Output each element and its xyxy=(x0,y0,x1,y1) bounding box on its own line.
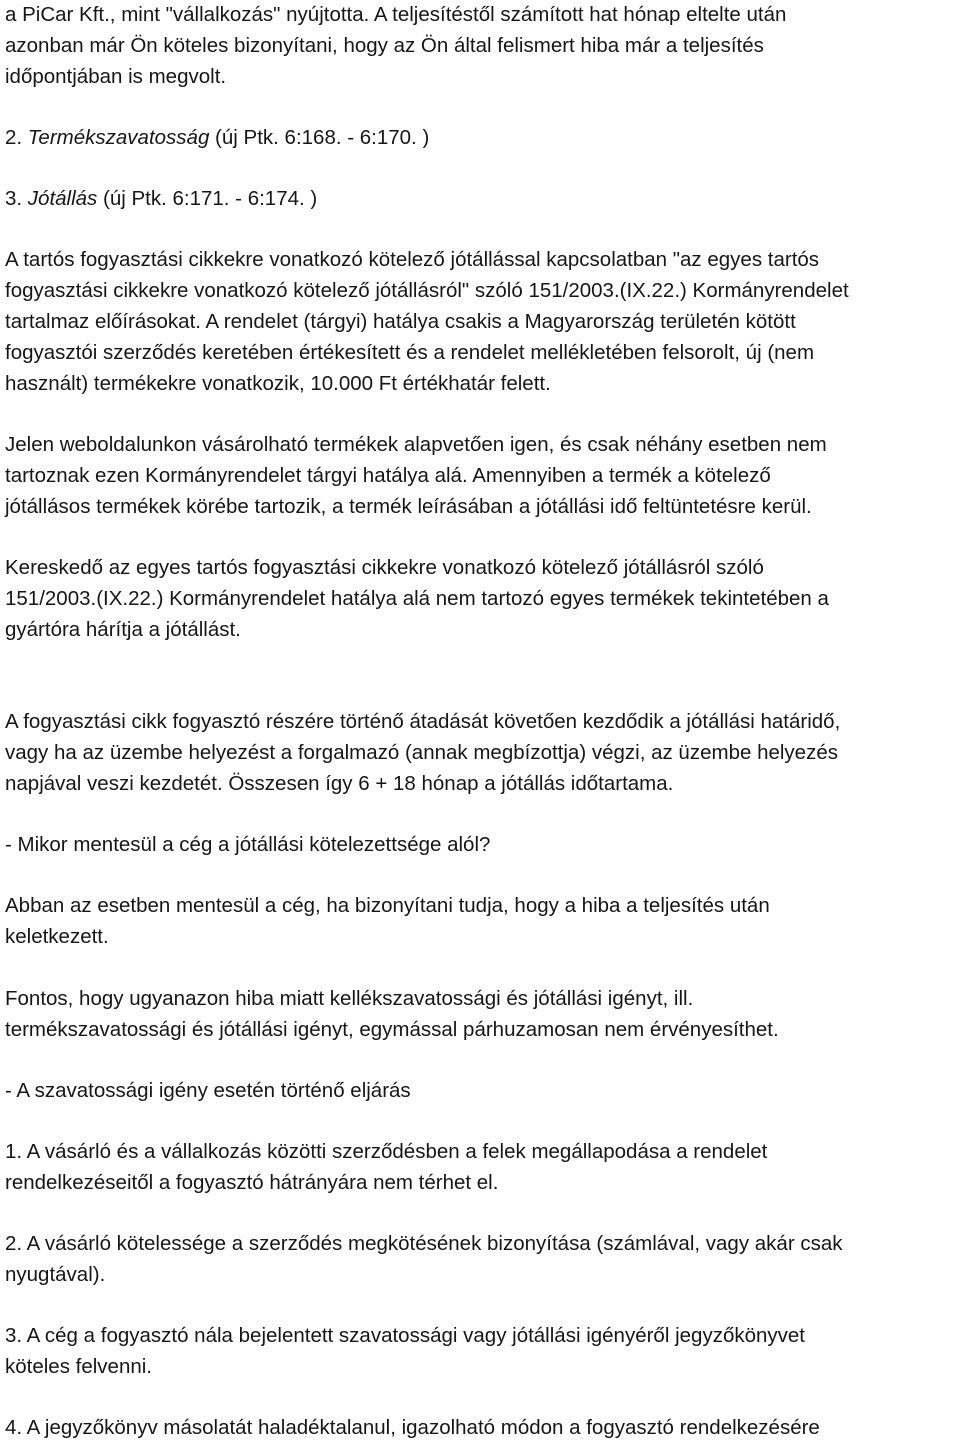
text-line: Jelen weboldalunkon vásárolható termékek alapvetően igen, és csak néhány esetben nem xyxy=(5,433,827,456)
heading-line xyxy=(5,183,955,214)
text-line: termékszavatossági és jótállási igényt, egymással párhuzamosan nem érvényesíthet. xyxy=(5,1018,779,1041)
section-heading-jotallas xyxy=(5,183,955,214)
text-line: időpontjában is megvolt. xyxy=(5,65,227,88)
heading-line xyxy=(5,122,955,153)
text-line: rendelkezéseitől a fogyasztó hátrányára nem térhet el. xyxy=(5,1171,499,1194)
paragraph-hatarido xyxy=(5,706,955,799)
heading-number: 2. xyxy=(5,126,28,149)
text-line: tartoznak ezen Kormányrendelet tárgyi hatálya alá. Amennyiben a termék a kötelező xyxy=(5,464,771,487)
paragraph-fontos xyxy=(5,983,955,1045)
intro-paragraph xyxy=(5,0,955,92)
heading-reference: (új Ptk. 6:171. - 6:174. ) xyxy=(97,187,318,210)
text-line: nyugtával). xyxy=(5,1263,106,1286)
text-line: - A szavatossági igény esetén történő eljárás xyxy=(5,1079,411,1102)
text-line: használt) termékekre vonatkozik, 10.000 Ft értékhatár felett. xyxy=(5,372,551,395)
text-line: Abban az esetben mentesül a cég, ha bizonyítani tudja, hogy a hiba a teljesítés után xyxy=(5,894,770,917)
section-heading-termekszavatossag xyxy=(5,122,955,153)
list-item-4 xyxy=(5,1412,955,1443)
text-line: fogyasztási cikkekre vonatkozó kötelező jótállásról" szóló 151/2003.(IX.22.) Kormányrendelet xyxy=(5,279,849,302)
list-item-1 xyxy=(5,1136,955,1198)
text-line: napjával veszi kezdetét. Összesen így 6 + 18 hónap a jótállás időtartama. xyxy=(5,772,674,795)
text-line: a PiCar Kft., mint "vállalkozás" nyújtotta. A teljesítéstől számított hat hónap eltelte után xyxy=(5,3,787,26)
paragraph-eljaras-heading xyxy=(5,1075,955,1106)
text-line: tartalmaz előírásokat. A rendelet (tárgyi) hatálya csakis a Magyarország területén kötött xyxy=(5,310,796,333)
text-line: gyártóra hárítja a jótállást. xyxy=(5,618,241,641)
list-item-3 xyxy=(5,1320,955,1382)
text-line: 4. A jegyzőkönyv másolatát haladéktalanul, igazolható módon a fogyasztó rendelkezésére xyxy=(5,1416,820,1439)
list-item-2 xyxy=(5,1228,955,1290)
text-line: 151/2003.(IX.22.) Kormányrendelet hatálya alá nem tartozó egyes termékek tekintetében a xyxy=(5,587,829,610)
heading-title: Termékszavatosság xyxy=(27,126,210,149)
text-line: azonban már Ön köteles bizonyítani, hogy az Ön által felismert hiba már a teljesítés xyxy=(5,34,764,57)
text-line: Fontos, hogy ugyanazon hiba miatt kellékszavatossági és jótállási igényt, ill. xyxy=(5,987,694,1010)
document-page xyxy=(5,0,955,1443)
paragraph-kereskedo xyxy=(5,552,955,645)
text-line: A fogyasztási cikk fogyasztó részére történő átadását követően kezdődik a jótállási határidő, xyxy=(5,710,841,733)
text-line: keletkezett. xyxy=(5,925,109,948)
paragraph-weboldal xyxy=(5,429,955,522)
text-line: Kereskedő az egyes tartós fogyasztási cikkekre vonatkozó kötelező jótállásról szóló xyxy=(5,556,764,579)
paragraph-question-mentesul xyxy=(5,829,955,860)
text-line: jótállásos termékek körébe tartozik, a termék leírásában a jótállási idő feltüntetésre kerül. xyxy=(5,495,812,518)
text-line: - Mikor mentesül a cég a jótállási kötelezettsége alól? xyxy=(5,833,491,856)
text-line: 3. A cég a fogyasztó nála bejelentett szavatossági vagy jótállási igényéről jegyzőkönyvet xyxy=(5,1324,805,1347)
heading-title: Jótállás xyxy=(27,187,98,210)
text-line: vagy ha az üzembe helyezést a forgalmazó (annak megbízottja) végzi, az üzembe helyezés xyxy=(5,741,838,764)
text-line: köteles felvenni. xyxy=(5,1355,153,1378)
text-line: A tartós fogyasztási cikkekre vonatkozó kötelező jótállással kapcsolatban "az egyes tartós xyxy=(5,248,820,271)
heading-number: 3. xyxy=(5,187,28,210)
text-line: 2. A vásárló kötelessége a szerződés megkötésének bizonyítása (számlával, vagy akár csak xyxy=(5,1232,843,1255)
text-line: 1. A vásárló és a vállalkozás közötti szerződésben a felek megállapodása a rendelet xyxy=(5,1140,768,1163)
paragraph-mentesul-answer xyxy=(5,890,955,952)
paragraph-kormanyrendelet xyxy=(5,244,955,399)
heading-reference: (új Ptk. 6:168. - 6:170. ) xyxy=(209,126,430,149)
text-line: fogyasztói szerződés keretében értékesített és a rendelet mellékletében felsorolt, új (nem xyxy=(5,341,815,364)
